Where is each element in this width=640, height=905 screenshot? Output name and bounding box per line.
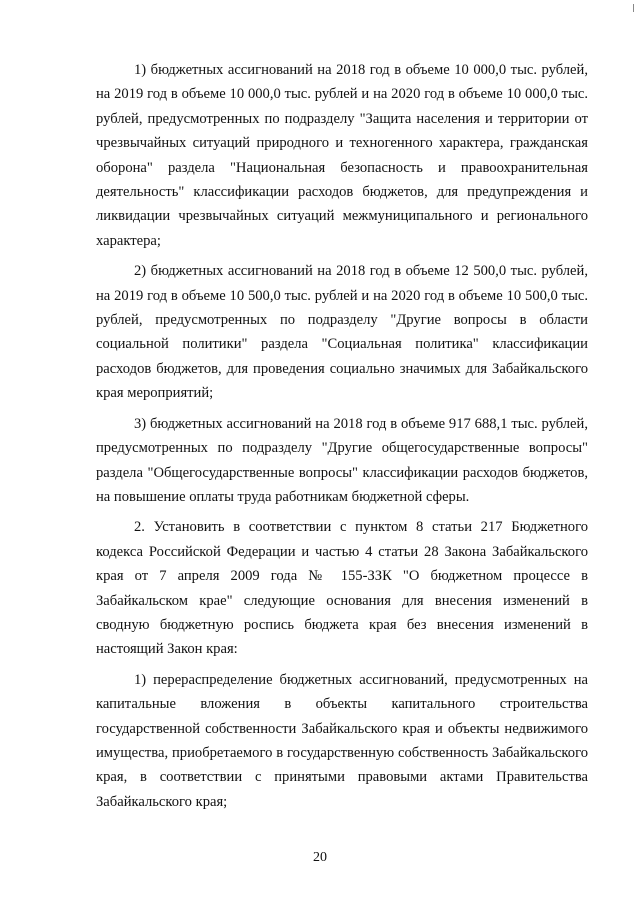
paragraph-2: 2) бюджетных ассигнований на 2018 год в объеме 12 500,0 тыс. рублей, на 2019 год в объеме 10 500,0 тыс. рублей и на 2020 год в объеме 10 500,0 тыс. рублей, предусмотренных по подразделу "Другие вопросы в области социальной политики" раздела "Социальная политика" классификации расходов бюджетов, для проведения социально значимых для Забайкальского края мероприятий; [96,263,588,402]
paragraph-3: 3) бюджетных ассигнований на 2018 год в объеме 917 688,1 тыс. рублей, предусмотренных по подразделу "Другие общегосударственные вопросы" раздела "Общегосударственные вопросы" классификации расходов бюджетов, на повышение оплаты труда работникам бюджетной сферы. [96,415,588,505]
body-text [96,58,588,820]
paragraph-5: 1) перераспределение бюджетных ассигнований, предусмотренных на капитальные вложения в объекты капитального строительства государственной собственности Забайкальского края и объекты недвижимого имущества, приобретаемого в государственную собственность Забайкальского края, в соответствии с принятыми правовыми актами Правительства Забайкальского края; [96,671,588,810]
scan-mark [633,4,634,12]
paragraph-4: 2. Установить в соответствии с пунктом 8 статьи 217 Бюджетного кодекса Российской Федерации и частью 4 статьи 28 Закона Забайкальского края от 7 апреля 2009 года № 155-ЗЗК "О бюджетном процессе в Забайкальском крае" следующие основания для внесения изменений в сводную бюджетную роспись бюджета края без внесения изменений в настоящий Закон края: [96,519,588,658]
paragraph-1: 1) бюджетных ассигнований на 2018 год в объеме 10 000,0 тыс. рублей, на 2019 год в объеме 10 000,0 тыс. рублей и на 2020 год в объеме 10 000,0 тыс. рублей, предусмотренных по подразделу "Защита населения и территории от чрезвычайных ситуаций природного и техногенного характера, гражданская оборона" раздела "Национальная безопасность и правоохранительная деятельность" классификации расходов бюджетов, для предупреждения и ликвидации чрезвычайных ситуаций межмуниципального и регионального характера; [96,62,588,249]
page-number: 20 [313,850,327,865]
